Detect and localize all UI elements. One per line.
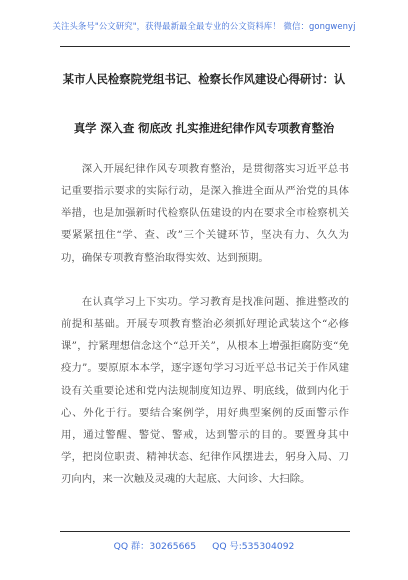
footer-qq-number-link[interactable]: QQ 号:535304092	[212, 541, 295, 552]
footer-contact	[0, 538, 408, 552]
document-title-line-1: 某市人民检察院党组书记、检察长作风建设心得研讨：认	[62, 72, 346, 86]
header-divider	[60, 46, 350, 47]
body-paragraph-1: 深入开展纪律作风专项教育整治，是贯彻落实习近平总书记重要指示要求的实际行动，是深入推进全面从严治党的具体举措，也是加强新时代检察队伍建设的内在要求全市检察机关要紧紧扭住“学、查、改”三个关键环节，坚决有力、久久为功，确保专项教育整治取得实效、达到预期。	[61, 163, 349, 264]
footer-divider	[60, 531, 350, 532]
document-body	[61, 158, 349, 490]
header-notice-link[interactable]: 关注头条号"公文研究"，获得最新最全最专业的公文资料库！ 微信：gongwenyj	[52, 21, 356, 31]
footer-qq-group-link[interactable]: QQ 群：30265665	[113, 541, 197, 552]
body-paragraph-2: 在认真学习上下实功。学习教育是找准问题、推进整改的前提和基础。开展专项教育整治必须抓好理论武装这个“必修课”，拧紧理想信念这个“总开关”，从根本上增强拒腐防变“免疫力”。要原原本本学，逐字逐句学习习近平总书记关于作风建设有关重要论述和党内法规制度知边界、明底线，做到内化于心、外化于行。要结合案例学，用好典型案例的反面警示作用，通过警醒、警觉、警戒，达到警示的目的。要置身其中学，把岗位职责、精神状态、纪律作风摆进去，躬身入局、刀刃向内，来一次触及灵魂的大起底、大问诊、大扫除。	[61, 295, 349, 486]
document-title-line-2: 真学 深入查 彻底改 扎实推进纪律作风专项教育整治	[73, 121, 335, 135]
